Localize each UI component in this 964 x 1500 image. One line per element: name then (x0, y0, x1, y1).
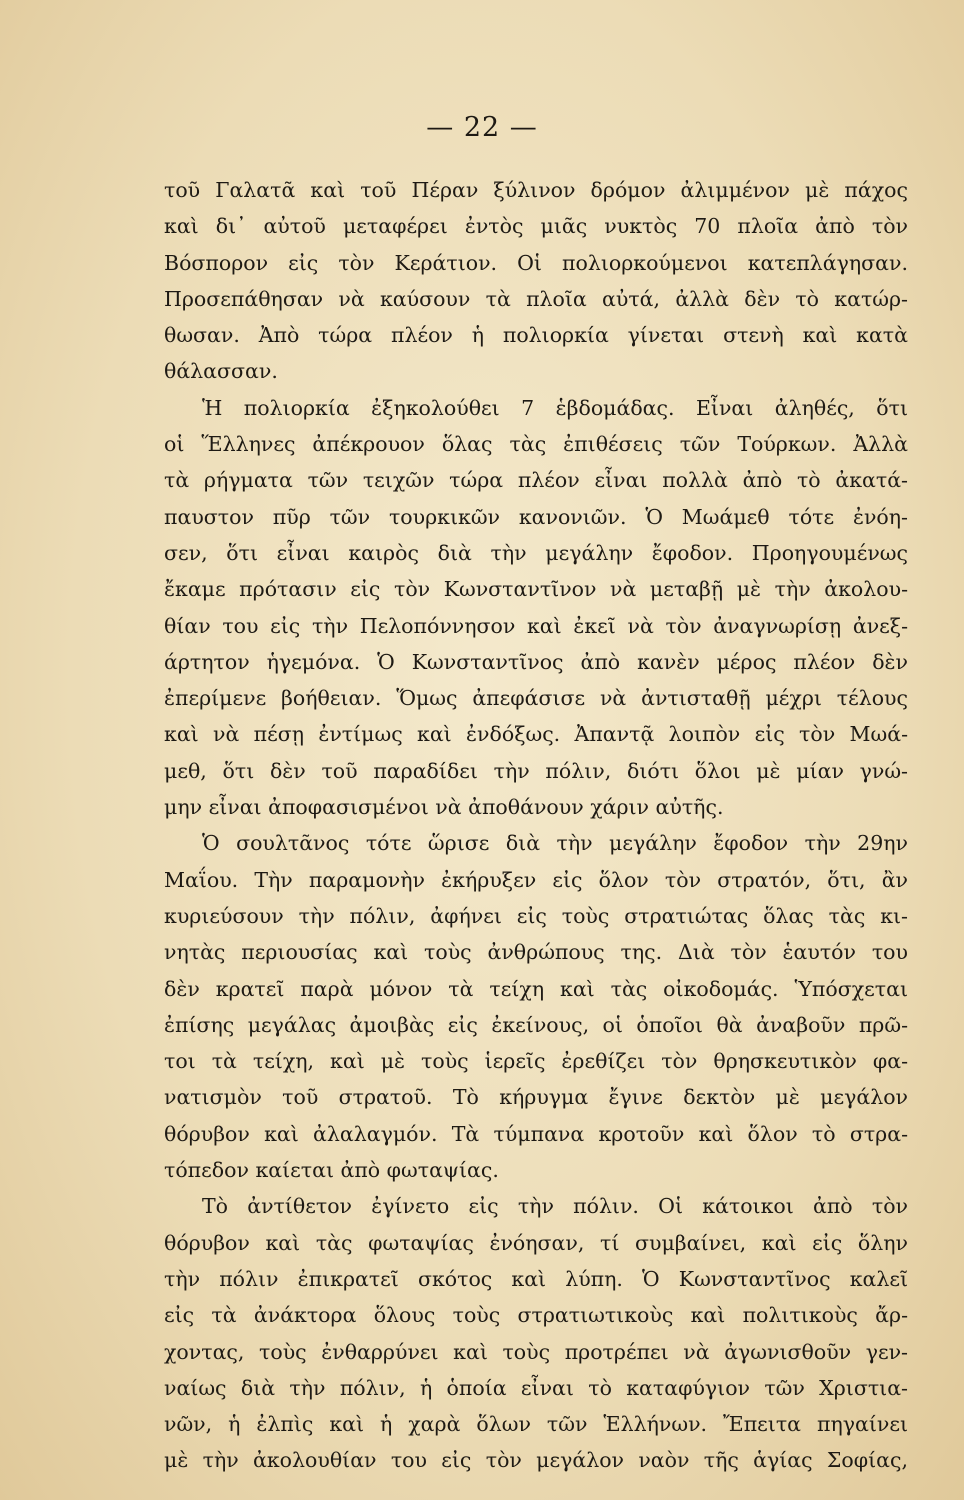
text-line: άρτητον ἡγεμόνα. Ὁ Κωνσταντῖνος ἀπὸ κανὲν μέρος πλέον δὲν (164, 649, 908, 674)
text-line: καὶ νὰ πέσῃ ἐντίμως καὶ ἐνδόξως. Ἀπαντᾷ λοιπὸν εἰς τὸν Μωά- (164, 722, 908, 747)
text-line: ναίως διὰ τὴν πόλιν, ἡ ὁποία εἶναι τὸ καταφύγιον τῶν Χριστια- (164, 1375, 908, 1400)
text-line: καὶ δι᾽ αὐτοῦ μεταφέρει ἐντὸς μιᾶς νυκτὸς 70 πλοῖα ἀπὸ τὸν (164, 214, 908, 239)
text-line: νῶν, ἡ ἐλπὶς καὶ ἡ χαρὰ ὅλων τῶν Ἑλλήνων. Ἔπειτα πηγαίνει (164, 1412, 908, 1437)
text-line: τοῦ Γαλατᾶ καὶ τοῦ Πέραν ξύλινον δρόμον ἀλιμμένον μὲ πάχος (164, 178, 908, 202)
text-line: τόπεδον καίεται ἀπὸ φωταψίας. (164, 1158, 499, 1183)
text-line: νητὰς περιουσίας καὶ τοὺς ἀνθρώπους της. Διὰ τὸν ἑαυτόν του (164, 940, 908, 965)
text-line: μεθ, ὅτι δὲν τοῦ παραδίδει τὴν πόλιν, διότι ὅλοι μὲ μίαν γνώ- (164, 758, 908, 783)
text-line: νατισμὸν τοῦ στρατοῦ. Τὸ κήρυγμα ἔγινε δεκτὸν μὲ μεγάλον (164, 1085, 908, 1110)
text-line: ἐπίσης μεγάλας ἀμοιβὰς εἰς ἐκείνους, οἱ ὁποῖοι θὰ ἀναβοῦν πρῶ- (164, 1012, 908, 1037)
text-line: θωσαν. Ἀπὸ τώρα πλέον ἡ πολιορκία γίνεται στενὴ καὶ κατὰ (164, 323, 908, 348)
text-line: οἱ Ἕλληνες ἀπέκρουον ὅλας τὰς ἐπιθέσεις τῶν Τούρκων. Ἀλλὰ (164, 432, 908, 457)
text-line: Ὁ σουλτᾶνος τότε ὥρισε διὰ τὴν μεγάλην ἔφοδον τὴν 29ην (202, 831, 908, 856)
text-line: παυστον πῦρ τῶν τουρκικῶν κανονιῶν. Ὁ Μωάμεθ τότε ἐνόη- (164, 504, 908, 529)
text-line: τοι τὰ τείχη, καὶ μὲ τοὺς ἱερεῖς ἐρεθίζει τὸν θρησκευτικὸν φα- (164, 1049, 908, 1074)
text-line: εἰς τὰ ἀνάκτορα ὅλους τοὺς στρατιωτικοὺς καὶ πολιτικοὺς ἄρ- (164, 1303, 908, 1328)
text-line: θόρυβον καὶ ἀλαλαγμόν. Τὰ τύμπανα κροτοῦν καὶ ὅλον τὸ στρα- (164, 1121, 908, 1146)
text-line: Τὸ ἀντίθετον ἐγίνετο εἰς τὴν πόλιν. Οἱ κάτοικοι ἀπὸ τὸν (202, 1194, 908, 1219)
text-line: μὲ τὴν ἀκολουθίαν του εἰς τὸν μεγάλον ναὸν τῆς ἁγίας Σοφίας, (164, 1448, 908, 1473)
text-line: σεν, ὅτι εἶναι καιρὸς διὰ τὴν μεγάλην ἔφοδον. Προηγουμένως (164, 540, 908, 565)
text-line: ἔκαμε πρότασιν εἰς τὸν Κωνσταντῖνον νὰ μεταβῇ μὲ τὴν ἀκολου- (164, 577, 908, 602)
text-line: θάλασσαν. (164, 359, 278, 384)
text-line: θίαν του εἰς τὴν Πελοπόννησον καὶ ἐκεῖ νὰ τὸν ἀναγνωρίσῃ ἀνεξ- (164, 613, 908, 638)
text-line: θόρυβον καὶ τὰς φωταψίας ἐνόησαν, τί συμβαίνει, καὶ εἰς ὅλην (164, 1230, 908, 1255)
text-line: ἐπερίμενε βοήθειαν. Ὅμως ἀπεφάσισε νὰ ἀντισταθῇ μέχρι τέλους (164, 686, 908, 711)
text-line: Προσεπάθησαν νὰ καύσουν τὰ πλοῖα αὐτά, ἀλλὰ δὲν τὸ κατώρ- (164, 286, 908, 311)
text-line: μην εἶναι ἀποφασισμένοι νὰ ἀποθάνουν χάριν αὐτῆς. (164, 795, 724, 820)
text-line: τὰ ρήγματα τῶν τειχῶν τώρα πλέον εἶναι πολλὰ ἀπὸ τὸ ἀκατά- (164, 468, 908, 493)
body-text (164, 172, 908, 1479)
text-line: κυριεύσουν τὴν πόλιν, ἀφήνει εἰς τοὺς στρατιώτας ὅλας τὰς κι- (164, 903, 908, 928)
text-line: Μαΐου. Τὴν παραμονὴν ἐκήρυξεν εἰς ὅλον τὸν στρατόν, ὅτι, ἂν (164, 867, 908, 892)
text-line: τὴν πόλιν ἐπικρατεῖ σκότος καὶ λύπη. Ὁ Κωνσταντῖνος καλεῖ (164, 1266, 908, 1291)
text-line: Ἡ πολιορκία ἐξηκολούθει 7 ἑβδομάδας. Εἶναι ἀληθές, ὅτι (202, 395, 908, 420)
text-line: Βόσπορον εἰς τὸν Κεράτιον. Οἱ πολιορκούμενοι κατεπλάγησαν. (164, 250, 908, 275)
page-number: — 22 — (426, 112, 538, 143)
text-line: χοντας, τοὺς ἐνθαρρύνει καὶ τοὺς προτρέπει νὰ ἀγωνισθοῦν γεν- (164, 1339, 908, 1364)
text-line: δὲν κρατεῖ παρὰ μόνον τὰ τείχη καὶ τὰς οἰκοδομάς. Ὑπόσχεται (164, 976, 908, 1001)
